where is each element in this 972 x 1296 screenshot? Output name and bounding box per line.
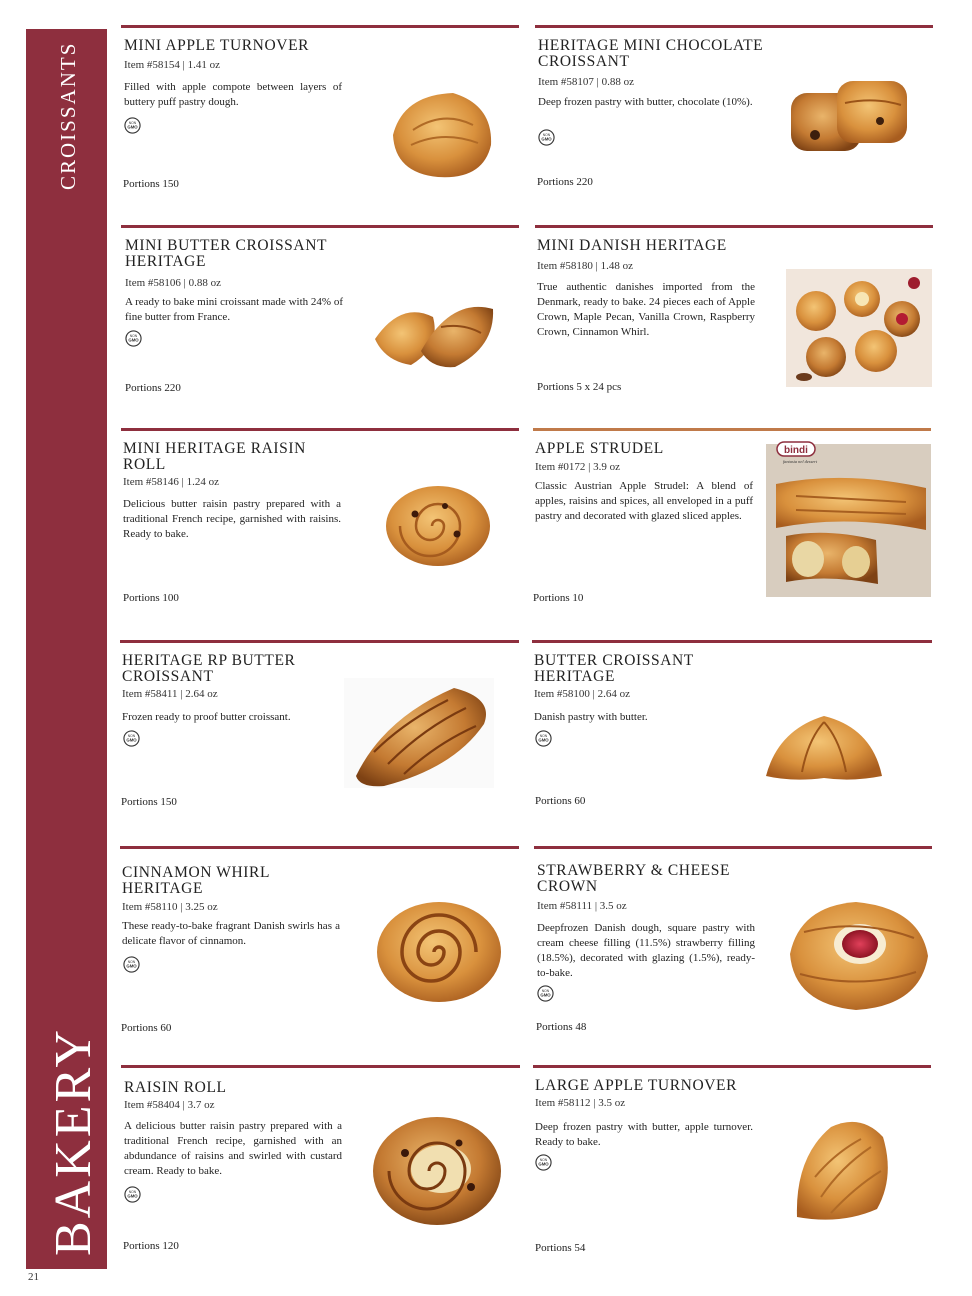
product-card xyxy=(121,428,519,618)
card-divider xyxy=(120,640,519,643)
card-divider xyxy=(121,428,519,431)
item-number: Item #58146 | 1.24 oz xyxy=(123,476,219,488)
svg-text:NON: NON xyxy=(541,988,550,993)
product-description: Deep frozen pastry with butter, chocolate (10%). xyxy=(538,96,753,108)
svg-text:GMO: GMO xyxy=(126,737,137,743)
svg-text:bindi: bindi xyxy=(784,445,808,456)
product-description: Classic Austrian Apple Strudel: A blend of apples, raisins and spices, all enveloped in a puff pastry and decorated with glazed sliced apples. xyxy=(535,480,753,522)
svg-text:GMO: GMO xyxy=(127,1193,138,1199)
card-divider xyxy=(534,846,932,849)
non-gmo-icon xyxy=(125,330,142,347)
svg-text:NON: NON xyxy=(128,1189,137,1194)
svg-text:NON: NON xyxy=(539,1157,548,1162)
section-label-bakery: BAKERY xyxy=(45,1027,102,1256)
butter-croissant-photo xyxy=(762,710,886,784)
item-number: Item #58111 | 3.5 oz xyxy=(537,900,627,912)
product-card xyxy=(121,25,519,205)
product-title: MINI APPLE TURNOVER xyxy=(124,37,310,54)
item-number: Item #58107 | 0.88 oz xyxy=(538,76,634,88)
svg-text:GMO: GMO xyxy=(538,1161,549,1167)
rp-butter-croissant-photo xyxy=(344,678,494,788)
product-description: Delicious butter raisin pastry prepared with a traditional French recipe, garnished with raisins. Ready to bake. xyxy=(123,498,341,540)
svg-text:NON: NON xyxy=(129,333,138,338)
mini-chocolate-croissant-photo xyxy=(785,73,913,165)
mini-raisin-roll-photo xyxy=(385,484,491,568)
portions: Portions 60 xyxy=(535,795,586,807)
svg-text:GMO: GMO xyxy=(540,992,551,998)
product-title: LARGE APPLE TURNOVER xyxy=(535,1077,738,1094)
portions: Portions 48 xyxy=(536,1021,587,1033)
portions: Portions 150 xyxy=(123,178,179,190)
product-card xyxy=(121,1065,520,1265)
product-card xyxy=(532,640,933,830)
product-title: BUTTER CROISSANT HERITAGE xyxy=(534,652,694,685)
non-gmo-icon xyxy=(538,129,555,146)
item-number: Item #58411 | 2.64 oz xyxy=(122,688,218,700)
product-title: MINI DANISH HERITAGE xyxy=(537,237,727,254)
svg-text:NON: NON xyxy=(542,132,551,137)
mini-apple-turnover-photo xyxy=(383,85,503,185)
apple-strudel-photo xyxy=(766,444,931,597)
card-divider xyxy=(121,25,519,28)
product-card xyxy=(533,1065,933,1265)
card-divider xyxy=(120,846,519,849)
item-number: Item #58110 | 3.25 oz xyxy=(122,901,218,913)
item-number: Item #58154 | 1.41 oz xyxy=(124,59,220,71)
card-divider xyxy=(532,640,932,643)
product-title: MINI BUTTER CROISSANT HERITAGE xyxy=(125,237,327,270)
product-description: Frozen ready to proof butter croissant. xyxy=(122,711,291,723)
product-description: Filled with apple compote between layers of buttery puff pastry dough. xyxy=(124,81,342,108)
large-apple-turnover-photo xyxy=(791,1117,895,1227)
mini-butter-croissant-photo xyxy=(371,287,499,371)
section-label-croissants: CROISSANTS xyxy=(56,41,80,190)
non-gmo-icon xyxy=(535,1154,552,1171)
svg-text:NON: NON xyxy=(539,733,548,738)
item-number: Item #58106 | 0.88 oz xyxy=(125,277,221,289)
product-title: RAISIN ROLL xyxy=(124,1079,227,1096)
product-title: HERITAGE MINI CHOCOLATE CROISSANT xyxy=(538,37,764,70)
svg-text:GMO: GMO xyxy=(538,737,549,743)
card-divider xyxy=(121,225,519,228)
mini-danish-photo xyxy=(786,269,932,387)
non-gmo-icon xyxy=(535,730,552,747)
product-title: APPLE STRUDEL xyxy=(535,440,664,457)
portions: Portions 120 xyxy=(123,1240,179,1252)
product-description: A delicious butter raisin pastry prepared with a traditional French recipe, garnished with an abdundance of raisins and swirled with custard cream. Ready to bake. xyxy=(124,1120,342,1177)
product-description: Danish pastry with butter. xyxy=(534,711,648,723)
portions: Portions 5 x 24 pcs xyxy=(537,381,622,393)
item-number: Item #58180 | 1.48 oz xyxy=(537,260,633,272)
product-title: MINI HERITAGE RAISIN ROLL xyxy=(123,440,306,473)
product-description: Deepfrozen Danish dough, square pastry with cream cheese filling (11.5%) strawberry filling (18.5%), decorated with glazing (1.5%), ready-to-bake. xyxy=(537,922,755,979)
portions: Portions 220 xyxy=(537,176,593,188)
product-card xyxy=(534,846,933,1046)
bindi-brand-logo xyxy=(775,441,825,465)
portions: Portions 100 xyxy=(123,592,179,604)
card-divider xyxy=(535,225,933,228)
product-description: Deep frozen pastry with butter, apple turnover. Ready to bake. xyxy=(535,1121,753,1148)
svg-text:GMO: GMO xyxy=(127,124,138,130)
card-divider xyxy=(533,1065,931,1068)
item-number: Item #58112 | 3.5 oz xyxy=(535,1097,626,1109)
svg-text:NON: NON xyxy=(127,959,136,964)
portions: Portions 54 xyxy=(535,1242,586,1254)
page-number: 21 xyxy=(28,1271,39,1283)
product-card xyxy=(120,846,520,1046)
product-card xyxy=(121,225,519,410)
raisin-roll-photo xyxy=(371,1113,503,1227)
product-description: A ready to bake mini croissant made with 24% of fine butter from France. xyxy=(125,296,343,323)
item-number: Item #0172 | 3.9 oz xyxy=(535,461,620,473)
portions: Portions 60 xyxy=(121,1022,172,1034)
cinnamon-whirl-photo xyxy=(376,900,502,1004)
portions: Portions 10 xyxy=(533,592,584,604)
product-card xyxy=(535,25,933,205)
product-title: STRAWBERRY & CHEESE CROWN xyxy=(537,862,731,895)
non-gmo-icon xyxy=(124,1186,141,1203)
product-description: These ready-to-bake fragrant Danish swirls has a delicate flavor of cinnamon. xyxy=(122,920,340,947)
card-divider xyxy=(533,428,931,431)
product-description: True authentic danishes imported from the Denmark, ready to bake. 24 pieces each of Apple Crown, Maple Pecan, Vanilla Crown, Raspberry Crown, Cinnamon Whirl. xyxy=(537,281,755,338)
non-gmo-icon xyxy=(123,730,140,747)
strawberry-cheese-crown-photo xyxy=(780,898,932,1014)
non-gmo-icon xyxy=(124,117,141,134)
product-title: HERITAGE RP BUTTER CROISSANT xyxy=(122,652,296,685)
portions: Portions 220 xyxy=(125,382,181,394)
svg-text:GMO: GMO xyxy=(126,963,137,969)
card-divider xyxy=(535,25,933,28)
svg-text:fantasia nel dessert: fantasia nel dessert xyxy=(782,459,818,464)
non-gmo-icon xyxy=(123,956,140,973)
svg-text:NON: NON xyxy=(127,733,136,738)
product-card xyxy=(533,428,933,618)
portions: Portions 150 xyxy=(121,796,177,808)
svg-text:NON: NON xyxy=(128,120,137,125)
product-card xyxy=(120,640,520,830)
svg-text:GMO: GMO xyxy=(541,136,552,142)
non-gmo-icon xyxy=(537,985,554,1002)
product-title: CINNAMON WHIRL HERITAGE xyxy=(122,864,270,897)
svg-text:GMO: GMO xyxy=(128,337,139,343)
item-number: Item #58100 | 2.64 oz xyxy=(534,688,630,700)
item-number: Item #58404 | 3.7 oz xyxy=(124,1099,215,1111)
card-divider xyxy=(121,1065,520,1068)
product-card xyxy=(535,225,933,410)
